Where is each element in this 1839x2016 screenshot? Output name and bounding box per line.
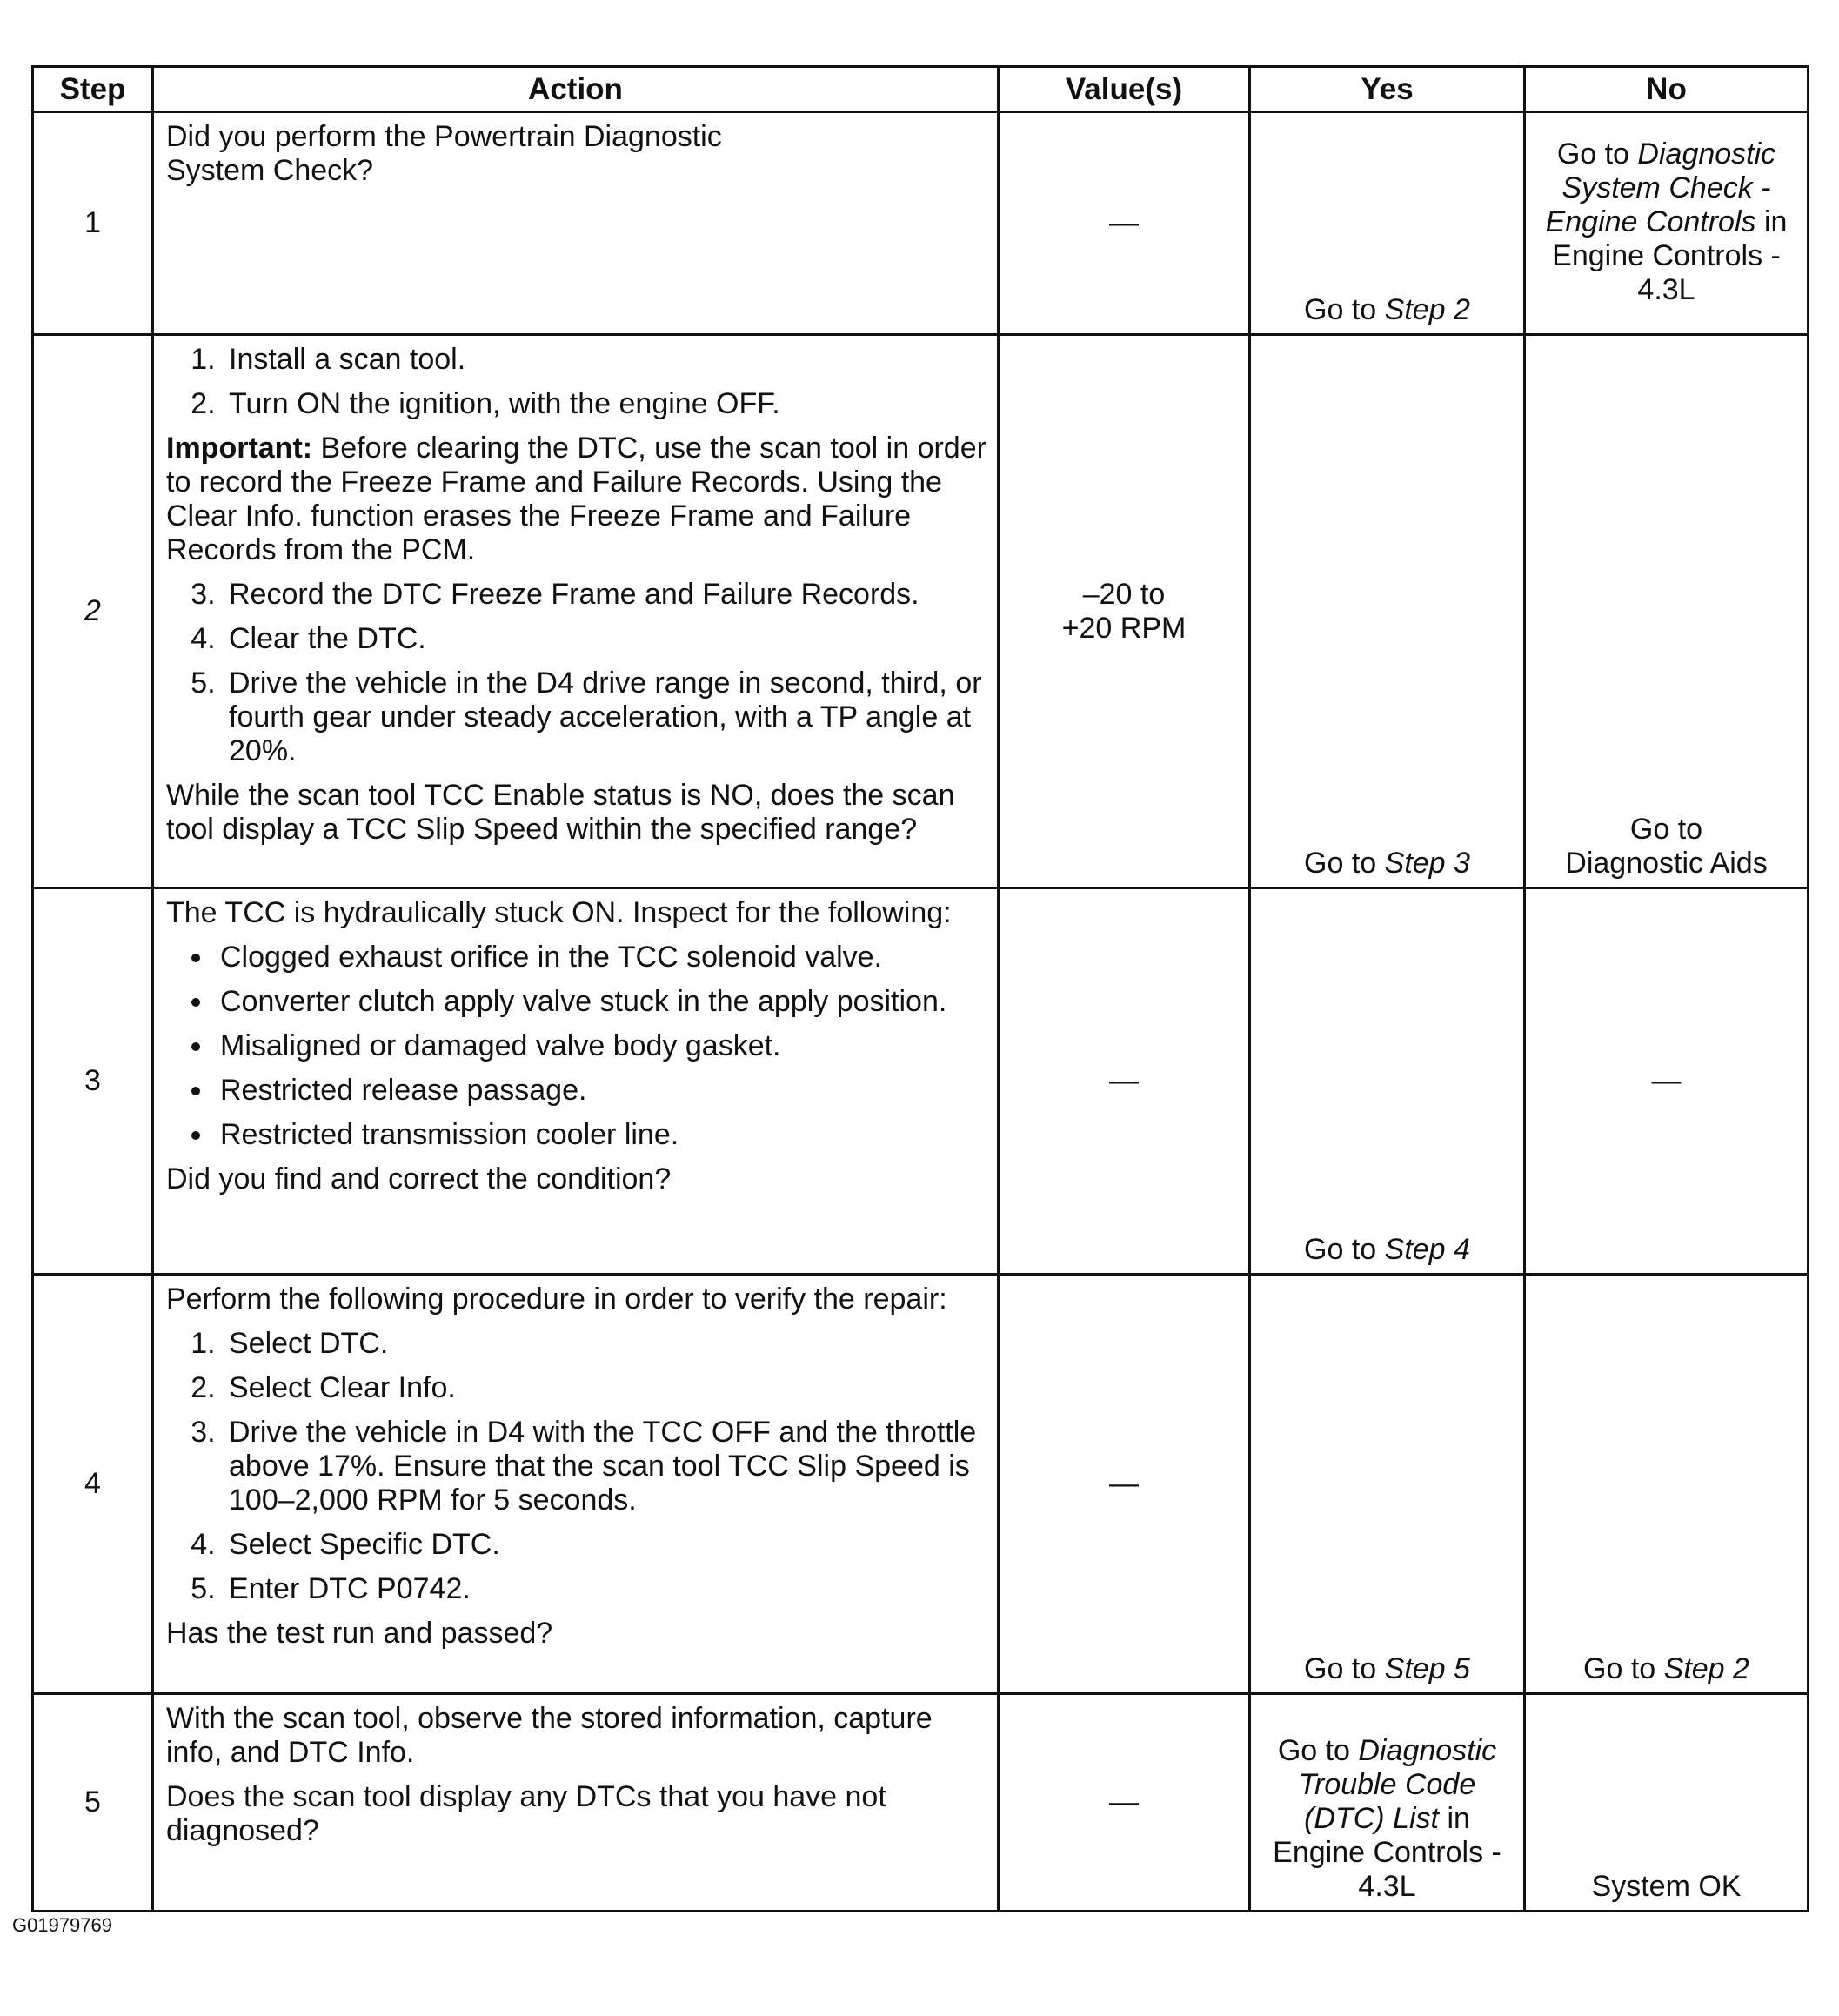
action-question: Did you perform the Powertrain Diagnostic System Check?	[166, 120, 722, 187]
no-cell	[1525, 888, 1809, 1275]
yes-cell	[1250, 335, 1525, 888]
action-cell	[153, 335, 999, 888]
no-cell	[1525, 1694, 1809, 1912]
value-dash: —	[1109, 1064, 1139, 1097]
list-item: 2. Turn ON the ignition, with the engine OFF.	[224, 387, 986, 421]
value-cell	[999, 112, 1250, 335]
yes-prefix: Go to	[1277, 1734, 1359, 1767]
procedure-list	[166, 578, 986, 768]
table-row	[33, 1275, 1809, 1694]
action-question: Does the scan tool display any DTCs that you have not diagnosed?	[166, 1780, 886, 1847]
yes-link[interactable]	[1251, 293, 1523, 327]
value-line: +20 RPM	[1061, 611, 1187, 645]
procedure-list	[166, 343, 986, 421]
list-item: 2. Select Clear Info.	[224, 1371, 986, 1405]
yes-prefix: Go to	[1304, 1652, 1385, 1685]
action-cell	[153, 1694, 999, 1912]
yes-ref: Diagnostic Trouble Code (DTC) List	[1298, 1734, 1497, 1835]
yes-cell	[1250, 888, 1525, 1275]
yes-cell	[1250, 1275, 1525, 1694]
no-suffix: in Engine Controls - 4.3L	[1552, 205, 1788, 306]
action-question: Has the test run and passed?	[166, 1617, 553, 1650]
no-dash: —	[1651, 1064, 1682, 1097]
list-item: • Restricted transmission cooler line.	[215, 1118, 986, 1152]
value-cell	[999, 1694, 1250, 1912]
yes-suffix: in Engine Controls - 4.3L	[1273, 1802, 1501, 1903]
table-header-row	[33, 67, 1809, 112]
action-intro: Perform the following procedure in order to verify the repair:	[166, 1283, 947, 1316]
list-item: 5. Drive the vehicle in the D4 drive range in second, third, or fourth gear under steady acceleration, with a TP angle at 20%.	[224, 666, 986, 768]
procedure-list	[166, 1327, 986, 1606]
list-item: 4. Select Specific DTC.	[224, 1528, 986, 1562]
header-values: Value(s)	[999, 67, 1250, 112]
yes-step-ref: Step 4	[1384, 1233, 1470, 1266]
action-intro: The TCC is hydraulically stuck ON. Inspect for the following:	[166, 896, 952, 929]
no-prefix: Go to	[1556, 137, 1638, 171]
no-link[interactable]	[1526, 137, 1807, 307]
important-text: Before clearing the DTC, use the scan tool in order to record the Freeze Frame and Failure Records. Using the Clear Info. function erases the Freeze Frame and Failure Records from the PCM.	[166, 432, 986, 566]
no-line: Go to	[1629, 813, 1703, 846]
value-dash: —	[1109, 1785, 1139, 1818]
value-cell	[999, 888, 1250, 1275]
yes-link[interactable]	[1251, 847, 1523, 881]
yes-cell	[1250, 112, 1525, 335]
no-result: System OK	[1591, 1870, 1742, 1903]
value-cell	[999, 335, 1250, 888]
no-ref: Diagnostic System Check - Engine Controls	[1545, 137, 1776, 238]
no-line: Diagnostic Aids	[1565, 847, 1768, 880]
value-dash: —	[1109, 1467, 1139, 1500]
table-row	[33, 112, 1809, 335]
list-item: • Misaligned or damaged valve body gasket.	[215, 1029, 986, 1063]
header-yes: Yes	[1250, 67, 1525, 112]
value-line: –20 to	[1082, 577, 1166, 611]
step-number: 3	[33, 888, 153, 1275]
yes-prefix: Go to	[1304, 847, 1385, 880]
no-link[interactable]	[1526, 813, 1807, 881]
no-cell	[1525, 335, 1809, 888]
important-note	[166, 432, 986, 567]
yes-prefix: Go to	[1304, 1233, 1385, 1266]
list-item: 1. Select DTC.	[224, 1327, 986, 1361]
diagnostic-table	[31, 65, 1809, 1912]
table-row	[33, 335, 1809, 888]
inspection-list	[166, 941, 986, 1152]
no-prefix: Go to	[1583, 1652, 1664, 1685]
value-dash: —	[1109, 206, 1139, 239]
list-item: 3. Drive the vehicle in D4 with the TCC OFF and the throttle above 17%. Ensure that the scan tool TCC Slip Speed is 100–2,000 RPM for 5 seconds.	[224, 1416, 986, 1517]
step-number: 5	[33, 1694, 153, 1912]
figure-id: G01979769	[12, 1914, 112, 1936]
header-action: Action	[153, 67, 999, 112]
list-item: 3. Record the DTC Freeze Frame and Failure Records.	[224, 578, 986, 612]
header-step: Step	[33, 67, 153, 112]
no-cell	[1525, 1275, 1809, 1694]
yes-cell	[1250, 1694, 1525, 1912]
value-range	[1000, 578, 1248, 646]
action-question: Did you find and correct the condition?	[166, 1162, 672, 1196]
list-item: 4. Clear the DTC.	[224, 622, 986, 656]
list-item: • Restricted release passage.	[215, 1074, 986, 1108]
yes-step-ref: Step 2	[1384, 293, 1470, 326]
table-row	[33, 888, 1809, 1275]
yes-step-ref: Step 3	[1384, 847, 1470, 880]
step-number: 4	[33, 1275, 153, 1694]
important-label: Important:	[166, 432, 313, 465]
step-number: 1	[33, 112, 153, 335]
step-number: 2	[33, 335, 153, 888]
action-cell	[153, 112, 999, 335]
list-item: • Converter clutch apply valve stuck in the apply position.	[215, 985, 986, 1019]
list-item: 1. Install a scan tool.	[224, 343, 986, 377]
yes-step-ref: Step 5	[1384, 1652, 1470, 1685]
no-link[interactable]	[1526, 1652, 1807, 1686]
yes-prefix: Go to	[1304, 293, 1385, 326]
action-cell	[153, 1275, 999, 1694]
action-question: While the scan tool TCC Enable status is NO, does the scan tool display a TCC Slip Speed within the specified range?	[166, 779, 955, 846]
no-step-ref: Step 2	[1663, 1652, 1749, 1685]
yes-link[interactable]	[1251, 1652, 1523, 1686]
value-cell	[999, 1275, 1250, 1694]
yes-link[interactable]	[1251, 1233, 1523, 1267]
action-cell	[153, 888, 999, 1275]
header-no: No	[1525, 67, 1809, 112]
yes-link[interactable]	[1251, 1734, 1523, 1904]
list-item: 5. Enter DTC P0742.	[224, 1572, 986, 1606]
list-item: • Clogged exhaust orifice in the TCC solenoid valve.	[215, 941, 986, 975]
action-intro: With the scan tool, observe the stored information, capture info, and DTC Info.	[166, 1702, 933, 1769]
table-row	[33, 1694, 1809, 1912]
no-cell	[1525, 112, 1809, 335]
